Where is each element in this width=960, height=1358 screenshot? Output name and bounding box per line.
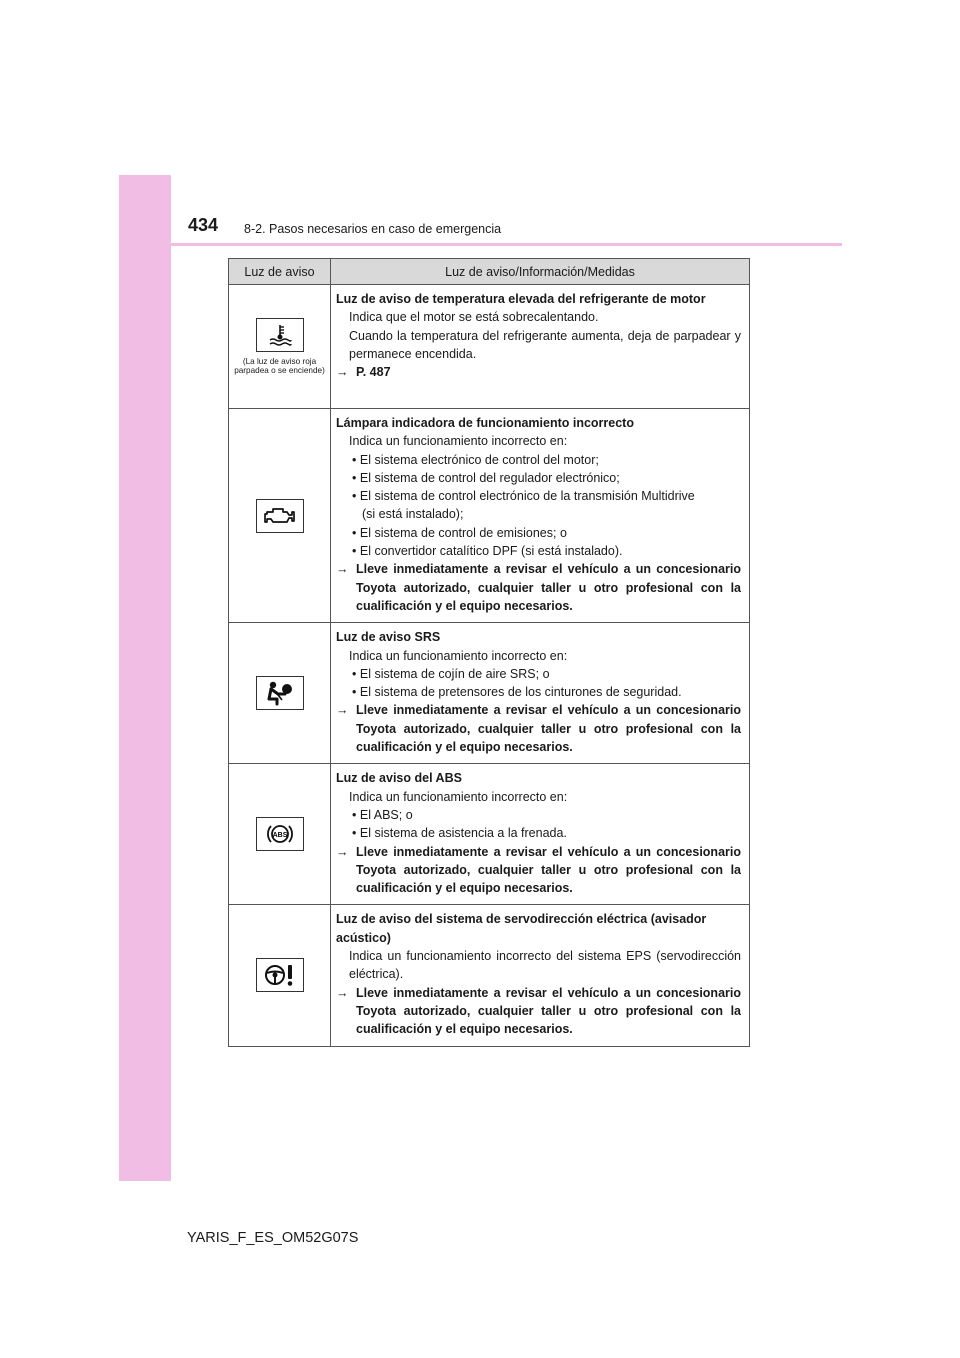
action-text: → Lleve inmediatamente a revisar el vehículo a un concesionario Toyota autorizado, cualquier taller u otro profesional con la cualificación y el equipo necesarios. [336, 985, 741, 1037]
table-row [229, 409, 750, 623]
footer-code: YARIS_F_ES_OM52G07S [187, 1230, 359, 1246]
list-item: • El sistema de control del regulador electrónico; [352, 470, 620, 485]
eps-steering-icon [256, 958, 304, 992]
icon-cell [229, 764, 331, 905]
arrow-icon: → [336, 844, 349, 859]
icon-note: (La luz de aviso roja parpadea o se enciende) [234, 357, 325, 375]
info-cell [331, 764, 750, 905]
icon-cell [229, 623, 331, 764]
list-item: • El sistema de asistencia a la frenada. [352, 826, 567, 841]
info-cell [331, 623, 750, 764]
page-reference: P. 487 [356, 365, 391, 380]
intro-text: Indica un funcionamiento incorrecto en: [349, 789, 568, 804]
page-number: 434 [188, 215, 219, 235]
info-cell [331, 905, 750, 1046]
table-row [229, 764, 750, 905]
arrow-icon: → [336, 985, 349, 1000]
icon-cell [229, 409, 331, 623]
intro-text: Indica un funcionamiento incorrecto en: [349, 434, 568, 449]
item-title: Luz de aviso SRS [336, 630, 441, 645]
description-line: Cuando la temperatura del refrigerante aumenta, deja de parpadear y permanece encendida. [349, 328, 741, 361]
check-engine-icon [256, 499, 304, 533]
item-title: Luz de aviso del sistema de servodirección eléctrica (avisador acústico) [336, 912, 707, 945]
coolant-temperature-icon [256, 318, 304, 352]
table-header-row [229, 259, 750, 285]
intro-text: Indica un funcionamiento incorrecto del sistema EPS (servodirección eléctrica). [349, 949, 741, 982]
srs-airbag-icon [256, 676, 304, 710]
action-text: → Lleve inmediatamente a revisar el vehículo a un concesionario Toyota autorizado, cualquier taller u otro profesional con la cualificación y el equipo necesarios. [336, 562, 741, 613]
action-text: → Lleve inmediatamente a revisar el vehículo a un concesionario Toyota autorizado, cualquier taller u otro profesional con la cualificación y el equipo necesarios. [336, 703, 741, 755]
item-title: Luz de aviso de temperatura elevada del refrigerante de motor [336, 292, 706, 306]
table-row [229, 905, 750, 1046]
action-reference [336, 363, 741, 381]
list-item: • El ABS; o [352, 807, 413, 822]
table-row [229, 285, 750, 409]
column-header-info: Luz de aviso/Información/Medidas [331, 259, 750, 285]
intro-text: Indica un funcionamiento incorrecto en: [349, 648, 568, 663]
list-item: • El sistema de control electrónico de la transmisión Multidrive [352, 489, 695, 504]
list-item: • El convertidor catalítico DPF (si está instalado). [352, 544, 623, 559]
item-title: Lámpara indicadora de funcionamiento incorrecto [336, 416, 634, 430]
section-title: 8-2. Pasos necesarios en caso de emergencia [244, 222, 502, 236]
list-item-continuation: (si está instalado); [362, 507, 464, 522]
list-item: • El sistema de pretensores de los cinturones de seguridad. [352, 685, 682, 700]
icon-cell [229, 905, 331, 1046]
description-line: Indica que el motor se está sobrecalentando. [349, 310, 599, 325]
icon-cell [229, 285, 331, 409]
info-cell [331, 285, 750, 409]
sidebar-tab [119, 175, 171, 1181]
list-item: • El sistema electrónico de control del motor; [352, 452, 599, 467]
action-text: → Lleve inmediatamente a revisar el vehículo a un concesionario Toyota autorizado, cualquier taller u otro profesional con la cualificación y el equipo necesarios. [336, 844, 741, 896]
arrow-icon: → [336, 365, 349, 380]
table-row [229, 623, 750, 764]
item-title: Luz de aviso del ABS [336, 771, 462, 786]
arrow-icon: → [336, 703, 349, 718]
arrow-icon: → [336, 562, 349, 577]
svg-text:ABS: ABS [272, 832, 287, 840]
info-cell [331, 409, 750, 623]
column-header-light: Luz de aviso [229, 259, 331, 285]
header-rule [119, 243, 842, 246]
list-item: • El sistema de control de emisiones; o [352, 525, 567, 540]
warning-lights-table [228, 258, 750, 1047]
abs-icon [256, 817, 304, 851]
list-item: • El sistema de cojín de aire SRS; o [352, 666, 550, 681]
